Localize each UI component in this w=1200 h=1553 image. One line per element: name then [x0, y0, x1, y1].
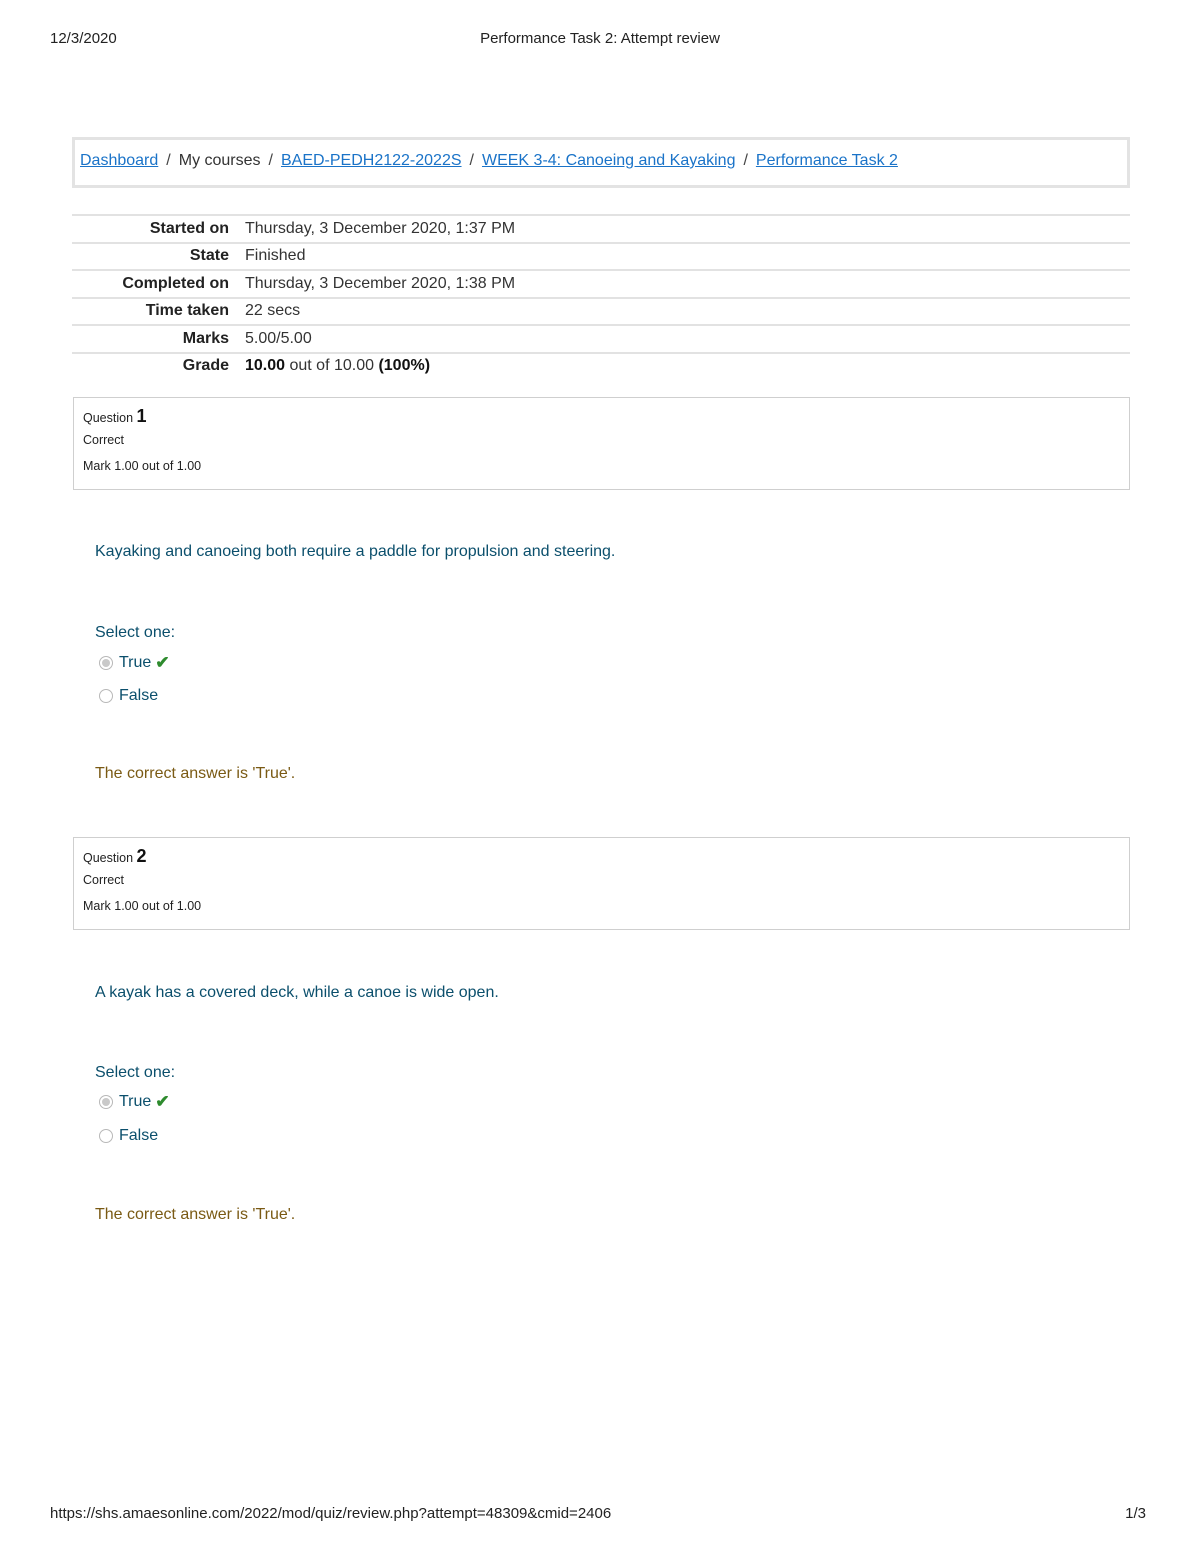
print-page-number: 1/3 — [1125, 1505, 1146, 1522]
question-mark: Mark 1.00 out of 1.00 — [83, 459, 202, 473]
radio-button-selected[interactable] — [99, 656, 113, 670]
summary-row-completed-on — [72, 269, 1130, 297]
summary-value: 5.00/5.00 — [245, 329, 312, 347]
print-date: 12/3/2020 — [50, 30, 117, 47]
summary-row-state — [72, 242, 1130, 270]
print-footer — [0, 1505, 1200, 1525]
radio-button[interactable] — [99, 689, 113, 703]
breadcrumb-section-link[interactable]: WEEK 3-4: Canoeing and Kayaking — [481, 152, 736, 169]
question-state: Correct — [83, 433, 124, 447]
answer-option-true[interactable] — [99, 1092, 170, 1112]
radio-button-selected[interactable] — [99, 1095, 113, 1109]
breadcrumb-separator: / — [166, 152, 171, 169]
breadcrumb-my-courses: My courses — [178, 152, 261, 169]
summary-label: State — [189, 247, 229, 265]
option-label: False — [119, 1127, 159, 1144]
summary-label: Started on — [149, 219, 229, 237]
breadcrumb — [72, 137, 1130, 188]
summary-label: Grade — [182, 357, 229, 375]
select-one-prompt: Select one: — [95, 1064, 176, 1081]
question-number: 2 — [136, 846, 147, 866]
summary-value-grade — [229, 357, 430, 375]
select-one-prompt: Select one: — [95, 624, 176, 641]
print-title: Performance Task 2: Attempt review — [480, 30, 720, 47]
option-label: False — [119, 687, 159, 704]
answer-option-false[interactable] — [99, 687, 158, 705]
radio-button[interactable] — [99, 1129, 113, 1143]
right-answer-feedback: The correct answer is 'True'. — [95, 765, 296, 782]
breadcrumb-separator: / — [469, 152, 474, 169]
breadcrumb-quiz-link[interactable]: Performance Task 2 — [755, 152, 898, 169]
question-text: A kayak has a covered deck, while a canoe is wide open. — [95, 984, 499, 1001]
checkmark-icon: ✔ — [155, 1092, 170, 1111]
answer-option-true[interactable] — [99, 653, 170, 673]
summary-label: Time taken — [145, 302, 229, 320]
print-url: https://shs.amaesonline.com/2022/mod/quiz/review.php?attempt=48309&cmid=2406 — [50, 1505, 612, 1522]
option-label: True — [119, 654, 152, 671]
answer-option-false[interactable] — [99, 1127, 158, 1145]
grade-out-of: out of 10.00 — [285, 357, 379, 375]
grade-score: 10.00 — [245, 357, 286, 375]
question-mark: Mark 1.00 out of 1.00 — [83, 899, 202, 913]
question-state: Correct — [83, 873, 124, 887]
breadcrumb-separator: / — [268, 152, 273, 169]
summary-row-grade — [72, 352, 1130, 380]
question-title — [83, 846, 1120, 867]
question-info-box — [73, 837, 1130, 930]
attempt-summary-table — [72, 214, 1130, 379]
question-prefix: Question — [83, 411, 134, 425]
summary-row-started-on — [72, 214, 1130, 242]
summary-value: Thursday, 3 December 2020, 1:38 PM — [245, 274, 516, 292]
summary-label: Completed on — [122, 274, 229, 292]
right-answer-feedback: The correct answer is 'True'. — [95, 1206, 296, 1223]
breadcrumb-dashboard-link[interactable]: Dashboard — [80, 152, 159, 169]
summary-value: 22 secs — [245, 302, 301, 320]
grade-percent: (100%) — [378, 357, 431, 375]
question-info-box — [73, 397, 1130, 490]
question-number: 1 — [136, 406, 147, 426]
summary-value: Thursday, 3 December 2020, 1:37 PM — [245, 219, 516, 237]
summary-value: Finished — [245, 247, 306, 265]
question-prefix: Question — [83, 851, 134, 865]
summary-label: Marks — [182, 329, 229, 347]
question-title — [83, 406, 1120, 427]
option-label: True — [119, 1093, 152, 1110]
breadcrumb-separator: / — [743, 152, 748, 169]
print-header — [0, 30, 1200, 50]
checkmark-icon: ✔ — [155, 653, 170, 672]
question-text: Kayaking and canoeing both require a paddle for propulsion and steering. — [95, 543, 616, 560]
breadcrumb-course-link[interactable]: BAED-PEDH2122-2022S — [280, 152, 462, 169]
summary-row-time-taken — [72, 297, 1130, 325]
summary-row-marks — [72, 324, 1130, 352]
